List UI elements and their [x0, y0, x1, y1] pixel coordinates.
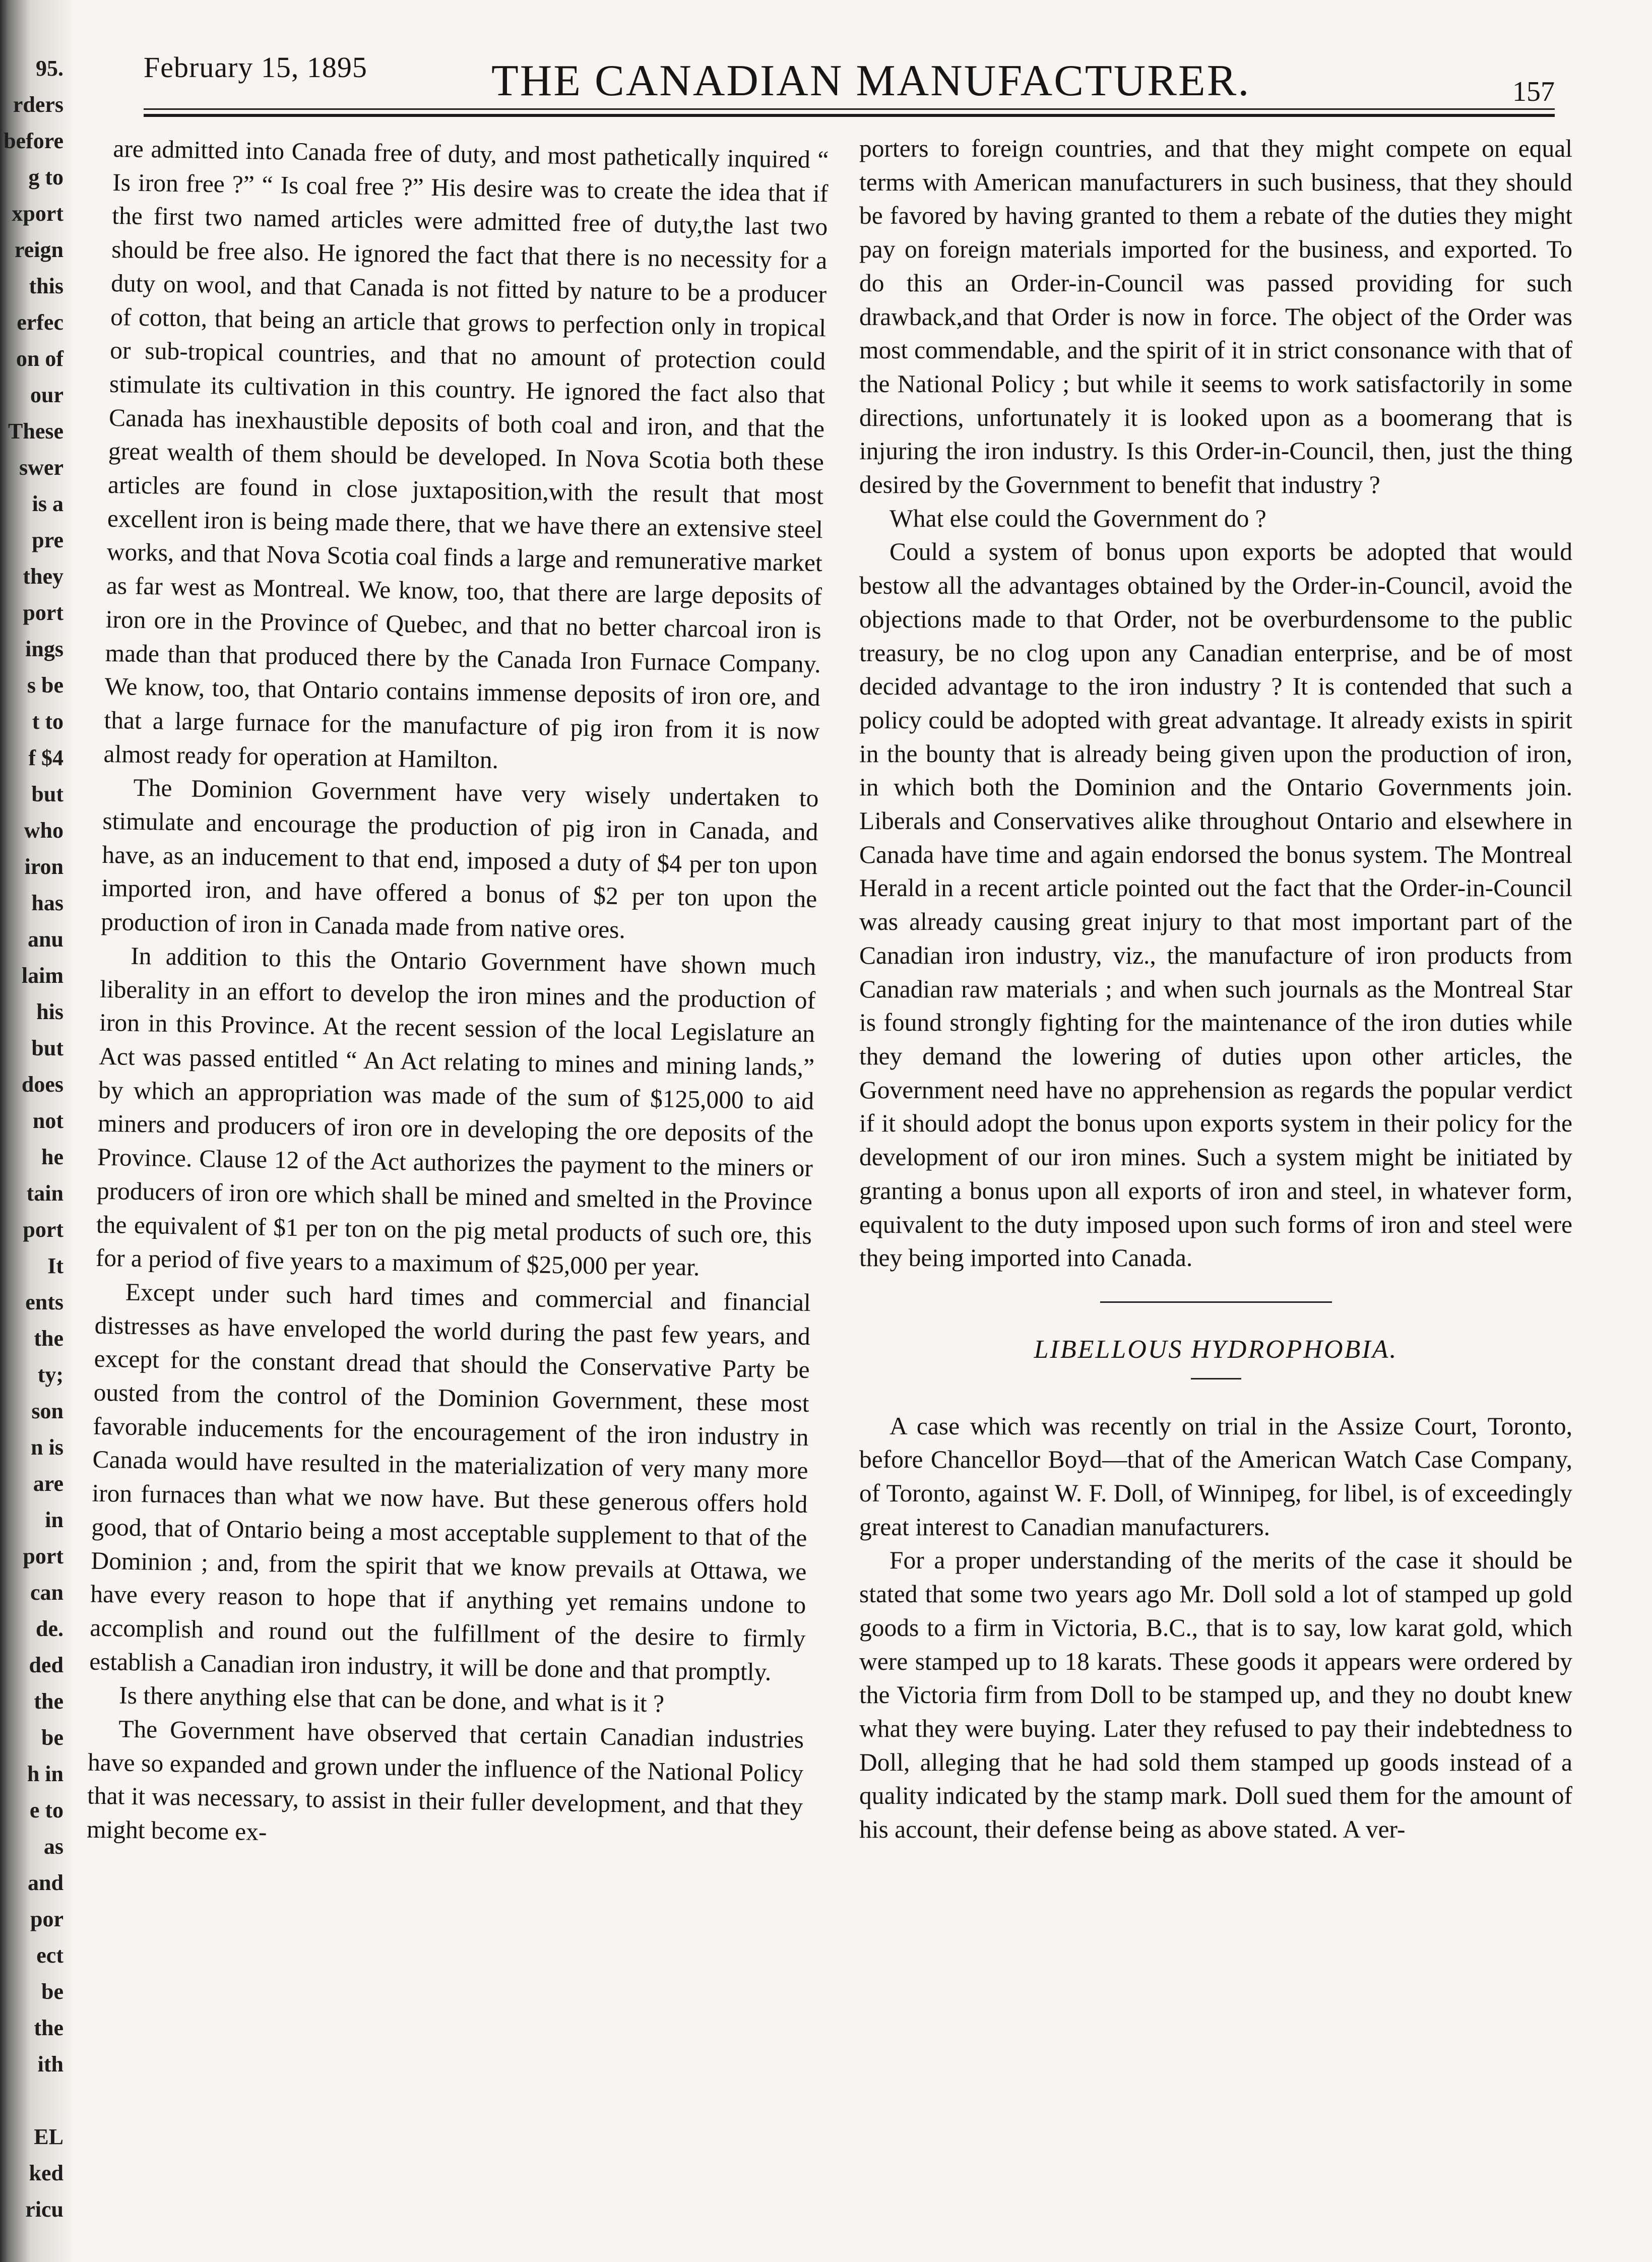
page-header	[144, 40, 1555, 116]
margin-fragment: has	[31, 891, 63, 915]
margin-fragment: who	[24, 818, 63, 843]
margin-fragment: is a	[32, 491, 63, 516]
paragraph: The Government have observed that certain Canadian industries have so expanded and grown under the influence of the National Policy that it was necessary, to assist in their fuller development, and that they might become ex-	[86, 1715, 804, 1846]
paragraph: Is there anything else that can be done, and what is it ?	[118, 1681, 665, 1718]
paragraph: porters to foreign countries, and that they might compete on equal terms with American manufacturers in such business, that they should be favored by having granted to them a rebate of the duties they might pay on foreign materials imported for the business, and exported. To do this an Order-in-Council was passed providing for such drawback,and that Order is now in force. The object of the Order was most commendable, and the spirit of it in strict consonance with that of the National Policy ; but while it seems to work satisfactorily in some directions, unfortunately it is looked upon as a boomerang that is injuring the iron industry. Is this Order-in-Council, then, just the thing desired by the Government to benefit that industry ?	[859, 135, 1572, 499]
margin-fragment: ked	[29, 2161, 63, 2185]
margin-fragment: his	[36, 999, 63, 1024]
margin-fragment: our	[30, 383, 63, 407]
margin-fragment: ded	[29, 1653, 63, 1677]
margin-fragment: f $4	[28, 745, 63, 770]
margin-fragment: swer	[19, 455, 63, 480]
publication-title: THE CANADIAN MANUFACTURER.	[491, 56, 1251, 105]
margin-fragment: can	[30, 1580, 63, 1605]
margin-fragment: ings	[25, 637, 63, 661]
margin-fragment: reign	[15, 237, 63, 262]
margin-fragment: anu	[28, 927, 63, 952]
margin-fragment	[3, 2083, 63, 2119]
margin-fragment: ty;	[37, 1362, 63, 1387]
margin-fragment: It	[47, 1253, 63, 1278]
margin-fragment: de.	[36, 1616, 63, 1641]
margin-fragment: tain	[26, 1181, 63, 1206]
header-rule-thick	[144, 114, 1555, 117]
margin-fragment: iron	[24, 854, 63, 879]
margin-fragment: s be	[27, 673, 63, 698]
paragraph: The Dominion Government have very wisely undertaken to stimulate and encourage the production of pig iron in Canada, and have, as an inducement to that end, imposed a duty of $4 per ton upon imported iron, and have offered a bonus of $2 per ton upon the production of iron in Canada made from native ores.	[100, 774, 819, 944]
margin-fragment: port	[23, 1544, 63, 1568]
paragraph: Except under such hard times and commercial and financial distresses as have enveloped the world during the past few years, and except for the constant dread that should the Conservative Party be ousted from the control of the Dominion Government, these most favorable inducements for the encouragement of the iron industry in Canada would have resulted in the materialization of very many more iron furnaces than what we now have. But these generous offers hold good, that of Ontario being a most acceptable supplement to that of the Dominion ; and, from the spirit that we know prevails at Ottawa, we have every reason to hope that if anything yet remains undone to accomplish and round out the fulfillment of the desire to firmly establish a Canadian iron industry, it will be done and that promptly.	[89, 1278, 811, 1686]
margin-fragment: in	[45, 1507, 63, 1532]
article-title: LIBELLOUS HYDROPHOBIA.	[1034, 1335, 1398, 1364]
margin-fragment: as	[43, 1834, 63, 1859]
margin-fragment: ents	[25, 1290, 63, 1314]
margin-fragment: por	[30, 1907, 63, 1931]
margin-fragment: not	[32, 1108, 63, 1133]
margin-fragment: pre	[32, 528, 63, 552]
margin-fragment: are	[33, 1471, 63, 1496]
margin-fragment: ith	[37, 2052, 63, 2077]
paragraph: What else could the Government do ?	[889, 504, 1266, 532]
margin-fragment: be	[41, 1979, 63, 2004]
margin-fragment: but	[31, 782, 63, 806]
header-rule-thin	[144, 108, 1555, 110]
margin-fragment: and	[28, 1870, 63, 1895]
margin-fragment: 95.	[36, 56, 63, 81]
margin-fragment: g to	[28, 165, 63, 190]
margin-fragment: port	[23, 1217, 63, 1242]
margin-fragment: before	[4, 129, 63, 153]
margin-fragment: but	[31, 1036, 63, 1060]
page-number: 157	[1512, 76, 1555, 107]
paragraph: A case which was recently on trial in the Assize Court, Toronto, before Chancellor Boyd—that of the American Watch Case Company, of Toronto, against W. F. Doll, of Winnipeg, for libel, is of exceedingly great interest to Canadian manufacturers.	[859, 1412, 1572, 1541]
margin-fragment: h in	[27, 1762, 63, 1786]
margin-fragment: rders	[13, 92, 63, 117]
margin-fragment: the	[34, 1326, 63, 1351]
paragraph: Could a system of bonus upon exports be adopted that would bestow all the advantages obtained by the Order-in-Council, avoid the objections made to that Order, not be overburdensome to the public treasury, be no clog upon any Canadian enterprise, and be of most decided advantage to the iron industry ? It is contended that such a policy could be adopted with great advantage. It already exists in spirit in the bounty that is already being given upon the production of iron, in which both the Dominion and the Ontario Governments join. Liberals and Conservatives alike throughout Ontario and elsewhere in Canada have time and again endorsed the bonus system. The Montreal Herald in a recent article pointed out the fact that the Order-in-Council was already causing great injury to that most important part of the Canadian iron industry, viz., the manufacture of iron products from Canadian raw materials ; and when such journals as the Montreal Star is found strongly fighting for the maintenance of the iron duties while they demand the lowering of duties upon other articles, the Government need have no apprehension as regards the popular verdict if it should adopt the bonus upon exports system in their policy for the development of our iron mines. Such a system might be initiated by granting a bonus upon all exports of iron and steel, in whatever form, equivalent to the duty imposed upon such forms of iron and steel were they being imported into Canada.	[859, 538, 1572, 1272]
margin-fragment: on of	[16, 346, 63, 371]
right-column	[859, 132, 1572, 2148]
margin-fragment: n is	[31, 1435, 63, 1460]
margin-fragment: be	[41, 1725, 63, 1750]
margin-fragment: EL	[34, 2124, 63, 2149]
title-divider	[1191, 1378, 1241, 1379]
margin-fragment: xport	[12, 201, 63, 226]
left-column	[81, 132, 829, 2225]
margin-fragment: they	[23, 564, 63, 589]
margin-fragment: erfec	[17, 310, 63, 335]
margin-fragment: the	[34, 2016, 63, 2040]
margin-fragment: he	[41, 1145, 63, 1169]
margin-fragment: son	[31, 1399, 63, 1423]
paragraph: are admitted into Canada free of duty, and most pathetically inquired “ Is iron free ?” “ Is coal free ?” His desire was to create the idea that if the first two named articles were admitted free of duty,the last two should be free also. He ignored the fact that there is no necessity for a duty on wool, and that Canada is not fitted by nature to be a producer of cotton, that being an article that grows to perfection only in tropical or sub-tropical countries, and that no amount of protection could stimulate its cultivation in this country. He ignored the fact also that Canada has inexhaustible deposits of both coal and iron, and that the great wealth of them should be developed. In Nova Scotia both these articles are found in close juxtaposition,with the result that most excellent iron is being made there, that we have there an extensive steel works, and that Nova Scotia coal finds a large and remunerative market as far west as Montreal. We know, too, that there are large deposits of iron ore in the Province of Quebec, and that no better charcoal iron is made than that produced there by the Canada Iron Furnace Company. We know, too, that Ontario contains immense deposits of iron ore, and that a large furnace for the manufacture of pig iron from it is now almost ready for operation at Hamilton.	[103, 134, 829, 774]
margin-fragment: this	[29, 274, 63, 298]
margin-fragment: port	[23, 600, 63, 625]
margin-fragment: t to	[32, 709, 63, 734]
previous-page-fragments	[3, 50, 63, 2222]
margin-fragment: These	[8, 419, 63, 444]
margin-fragment: laim	[21, 963, 63, 988]
margin-fragment: the	[34, 1689, 63, 1714]
paragraph: In addition to this the Ontario Government have shown much liberality in an effort to develop the iron mines and the production of iron in this Province. At the recent session of the local Legislature an Act was passed entitled “ An Act relating to mines and mining lands,” by which an appropriation was made of the sum of $125,000 to aid miners and producers of iron ore in developing the ore deposits of the Province. Clause 12 of the Act authorizes the payment to the miners or producers of iron ore which shall be mined and smelted in the Province the equivalent of $1 per ton on the pig metal products of such ore, this for a period of five years to a maximum of $25,000 per year.	[95, 941, 816, 1281]
margin-fragment: ricu	[25, 2197, 63, 2222]
margin-fragment: does	[21, 1072, 63, 1097]
margin-fragment: e to	[29, 1798, 63, 1823]
margin-fragment: ect	[36, 1943, 63, 1968]
section-divider	[1100, 1301, 1332, 1303]
issue-date: February 15, 1895	[144, 51, 367, 84]
paragraph: For a proper understanding of the merits of the case it should be stated that some two years ago Mr. Doll sold a lot of stamped up gold goods to a firm in Victoria, B.C., that is to say, low karat gold, which were stamped up to 18 karats. These goods it appears were ordered by the Victoria firm from Doll to be stamped up, and they no doubt knew what they were buying. Later they refused to pay their indebtedness to Doll, alleging that he had sold them stamped up goods instead of a quality indicated by the stamp mark. Doll sued them for the amount of his account, their defense being as above stated. A ver-	[859, 1546, 1572, 1844]
